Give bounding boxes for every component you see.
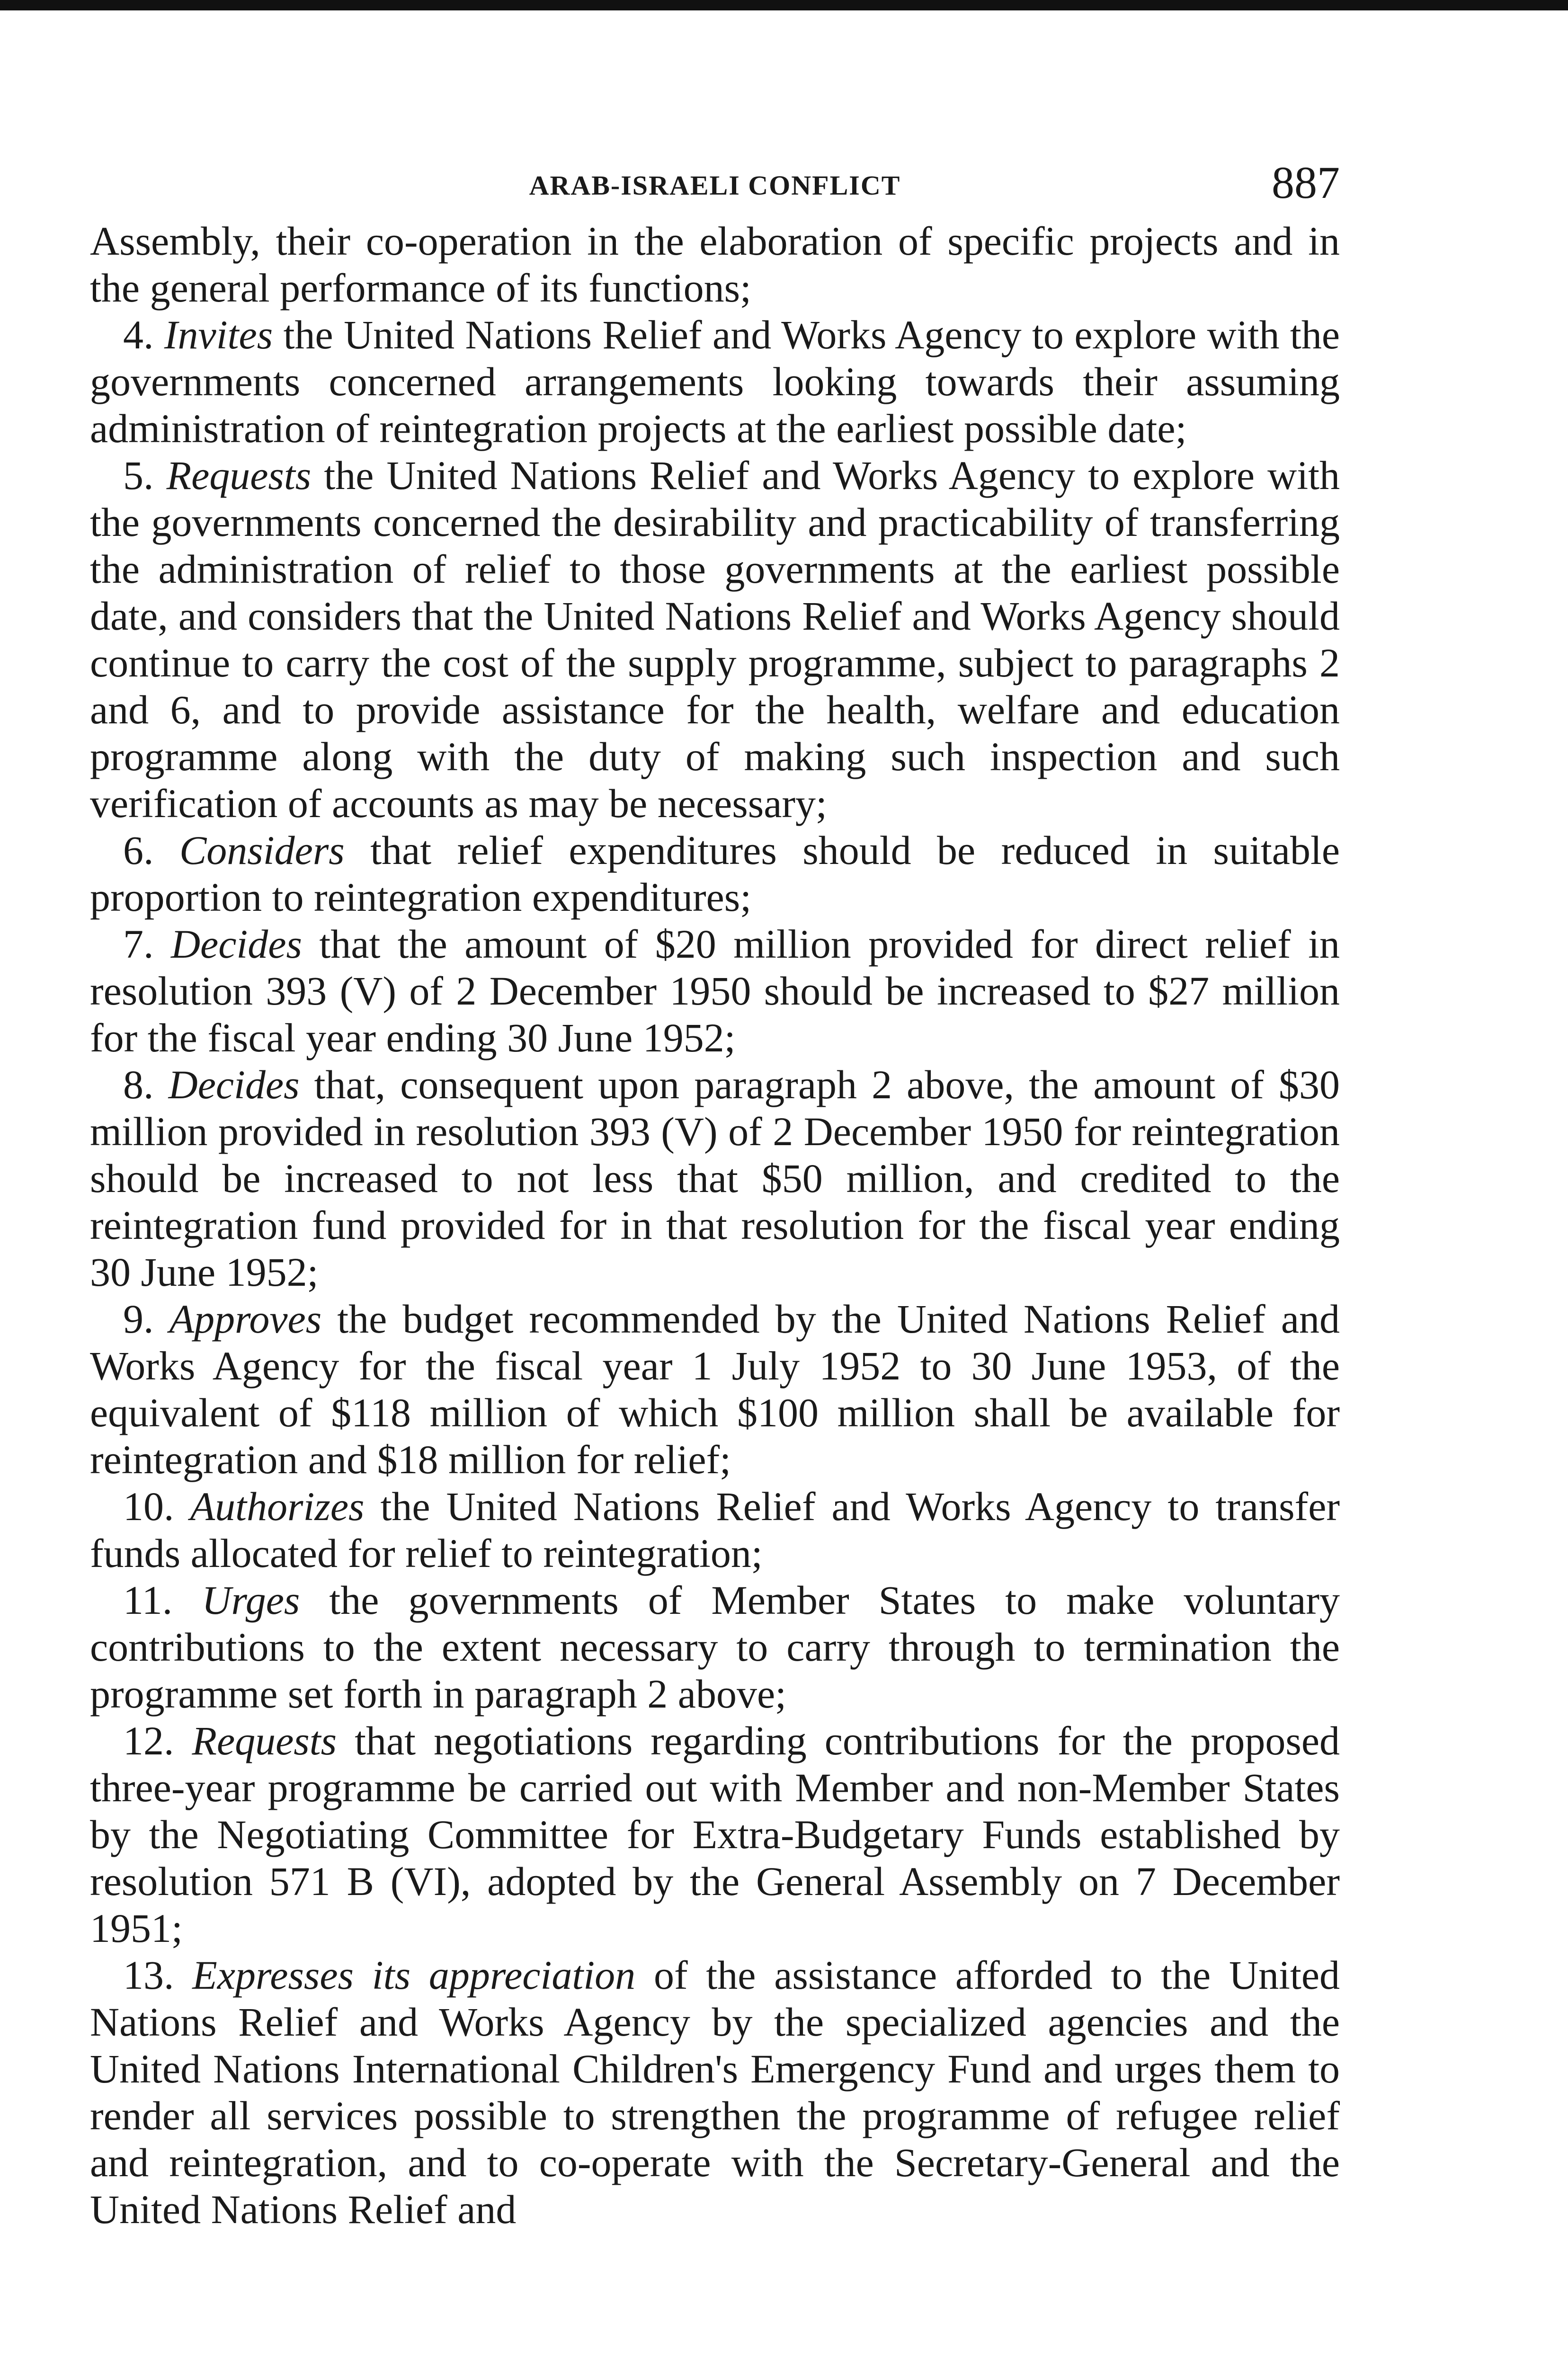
paragraph-9 xyxy=(90,1296,1340,1483)
paragraph-8 xyxy=(90,1061,1340,1296)
operative-verb: Approves xyxy=(169,1296,322,1342)
paragraph-number: 6. xyxy=(123,828,154,873)
top-edge-rule xyxy=(0,0,1568,10)
paragraph-number: 4. xyxy=(123,312,154,357)
continuation-paragraph: Assembly, their co-operation in the elaboration of specific projects and in the general performance of its functions; xyxy=(90,218,1340,311)
paragraph-text: the budget recommended by the United Nations Relief and Works Agency for the fiscal year 1 July 1952 to 30 June 1953, of the equivalent of $118 million of which $100 million shall be available for reintegration and $18 million for relief; xyxy=(90,1296,1340,1482)
paragraph-10 xyxy=(90,1483,1340,1577)
paragraph-number: 8. xyxy=(123,1062,154,1107)
paragraph-5 xyxy=(90,452,1340,827)
operative-verb: Decides xyxy=(168,1062,300,1107)
operative-verb: Considers xyxy=(179,828,345,873)
paragraph-text: that the amount of $20 million provided for direct relief in resolution 393 (V) of 2 December 1950 should be increased to $27 million for the fiscal year ending 30 June 1952; xyxy=(90,921,1340,1060)
paragraph-12 xyxy=(90,1717,1340,1952)
paragraph-text: the United Nations Relief and Works Agency to transfer funds allocated for relief to reintegration; xyxy=(90,1484,1340,1576)
page-header xyxy=(90,157,1340,218)
paragraph-number: 13. xyxy=(123,1952,174,1998)
operative-verb: Decides xyxy=(170,921,302,967)
running-head: ARAB-ISRAELI CONFLICT xyxy=(529,170,901,201)
paragraph-text: that, consequent upon paragraph 2 above, the amount of $30 million provided in resolution 393 (V) of 2 December 1950 for reintegration should be increased to not less that $50 million, and credited to the reintegration fund provided for in that resolution for the fiscal year ending 30 June 1952; xyxy=(90,1062,1340,1295)
paragraph-number: 9. xyxy=(123,1296,154,1342)
paragraph-text: that relief expenditures should be reduced in suitable proportion to reintegration expenditures; xyxy=(90,828,1340,920)
operative-verb: Expresses its appreciation xyxy=(192,1952,636,1998)
operative-verb: Authorizes xyxy=(190,1484,365,1529)
body-text xyxy=(90,218,1340,2233)
paragraph-6 xyxy=(90,827,1340,921)
operative-verb: Urges xyxy=(202,1577,300,1623)
paragraph-number: 7. xyxy=(123,921,154,967)
paragraph-11 xyxy=(90,1577,1340,1717)
paragraph-number: 5. xyxy=(123,453,154,498)
page-number: 887 xyxy=(1272,157,1340,208)
operative-verb: Requests xyxy=(192,1718,337,1763)
paragraph-number: 12. xyxy=(123,1718,174,1763)
paragraph-text: the United Nations Relief and Works Agency to explore with the governments concerned arrangements looking towards their assuming administration of reintegration projects at the earliest possible date; xyxy=(90,312,1340,451)
paragraph-text: that negotiations regarding contributions for the proposed three-year programme be carried out with Member and non-Member States by the Negotiating Committee for Extra-Budgetary Funds established by resolution 571 B (VI), adopted by the General Assembly on 7 December 1951; xyxy=(90,1718,1340,1951)
paragraph-text: the United Nations Relief and Works Agency to explore with the governments concerned the desirability and practicability of transferring the administration of relief to those governments at the earliest possible date, and considers that the United Nations Relief and Works Agency should continue to carry the cost of the supply programme, subject to paragraphs 2 and 6, and to provide assistance for the health, welfare and education programme along with the duty of making such inspection and such verification of accounts as may be necessary; xyxy=(90,453,1340,826)
paragraph-text: of the assistance afforded to the United Nations Relief and Works Agency by the specialized agencies and the United Nations International Children's Emergency Fund and urges them to render all services possible to strengthen the programme of refugee relief and reintegration, and to co-operate with the Secretary-General and the United Nations Relief and xyxy=(90,1952,1340,2232)
paragraph-4 xyxy=(90,311,1340,452)
paragraph-7 xyxy=(90,921,1340,1061)
operative-verb: Invites xyxy=(164,312,273,357)
paragraph-text: the governments of Member States to make voluntary contributions to the extent necessary to carry through to termination the programme set forth in paragraph 2 above; xyxy=(90,1577,1340,1717)
page xyxy=(90,157,1340,2233)
paragraph-13 xyxy=(90,1952,1340,2233)
paragraph-number: 11. xyxy=(123,1577,173,1623)
paragraph-number: 10. xyxy=(123,1484,174,1529)
operative-verb: Requests xyxy=(166,453,312,498)
